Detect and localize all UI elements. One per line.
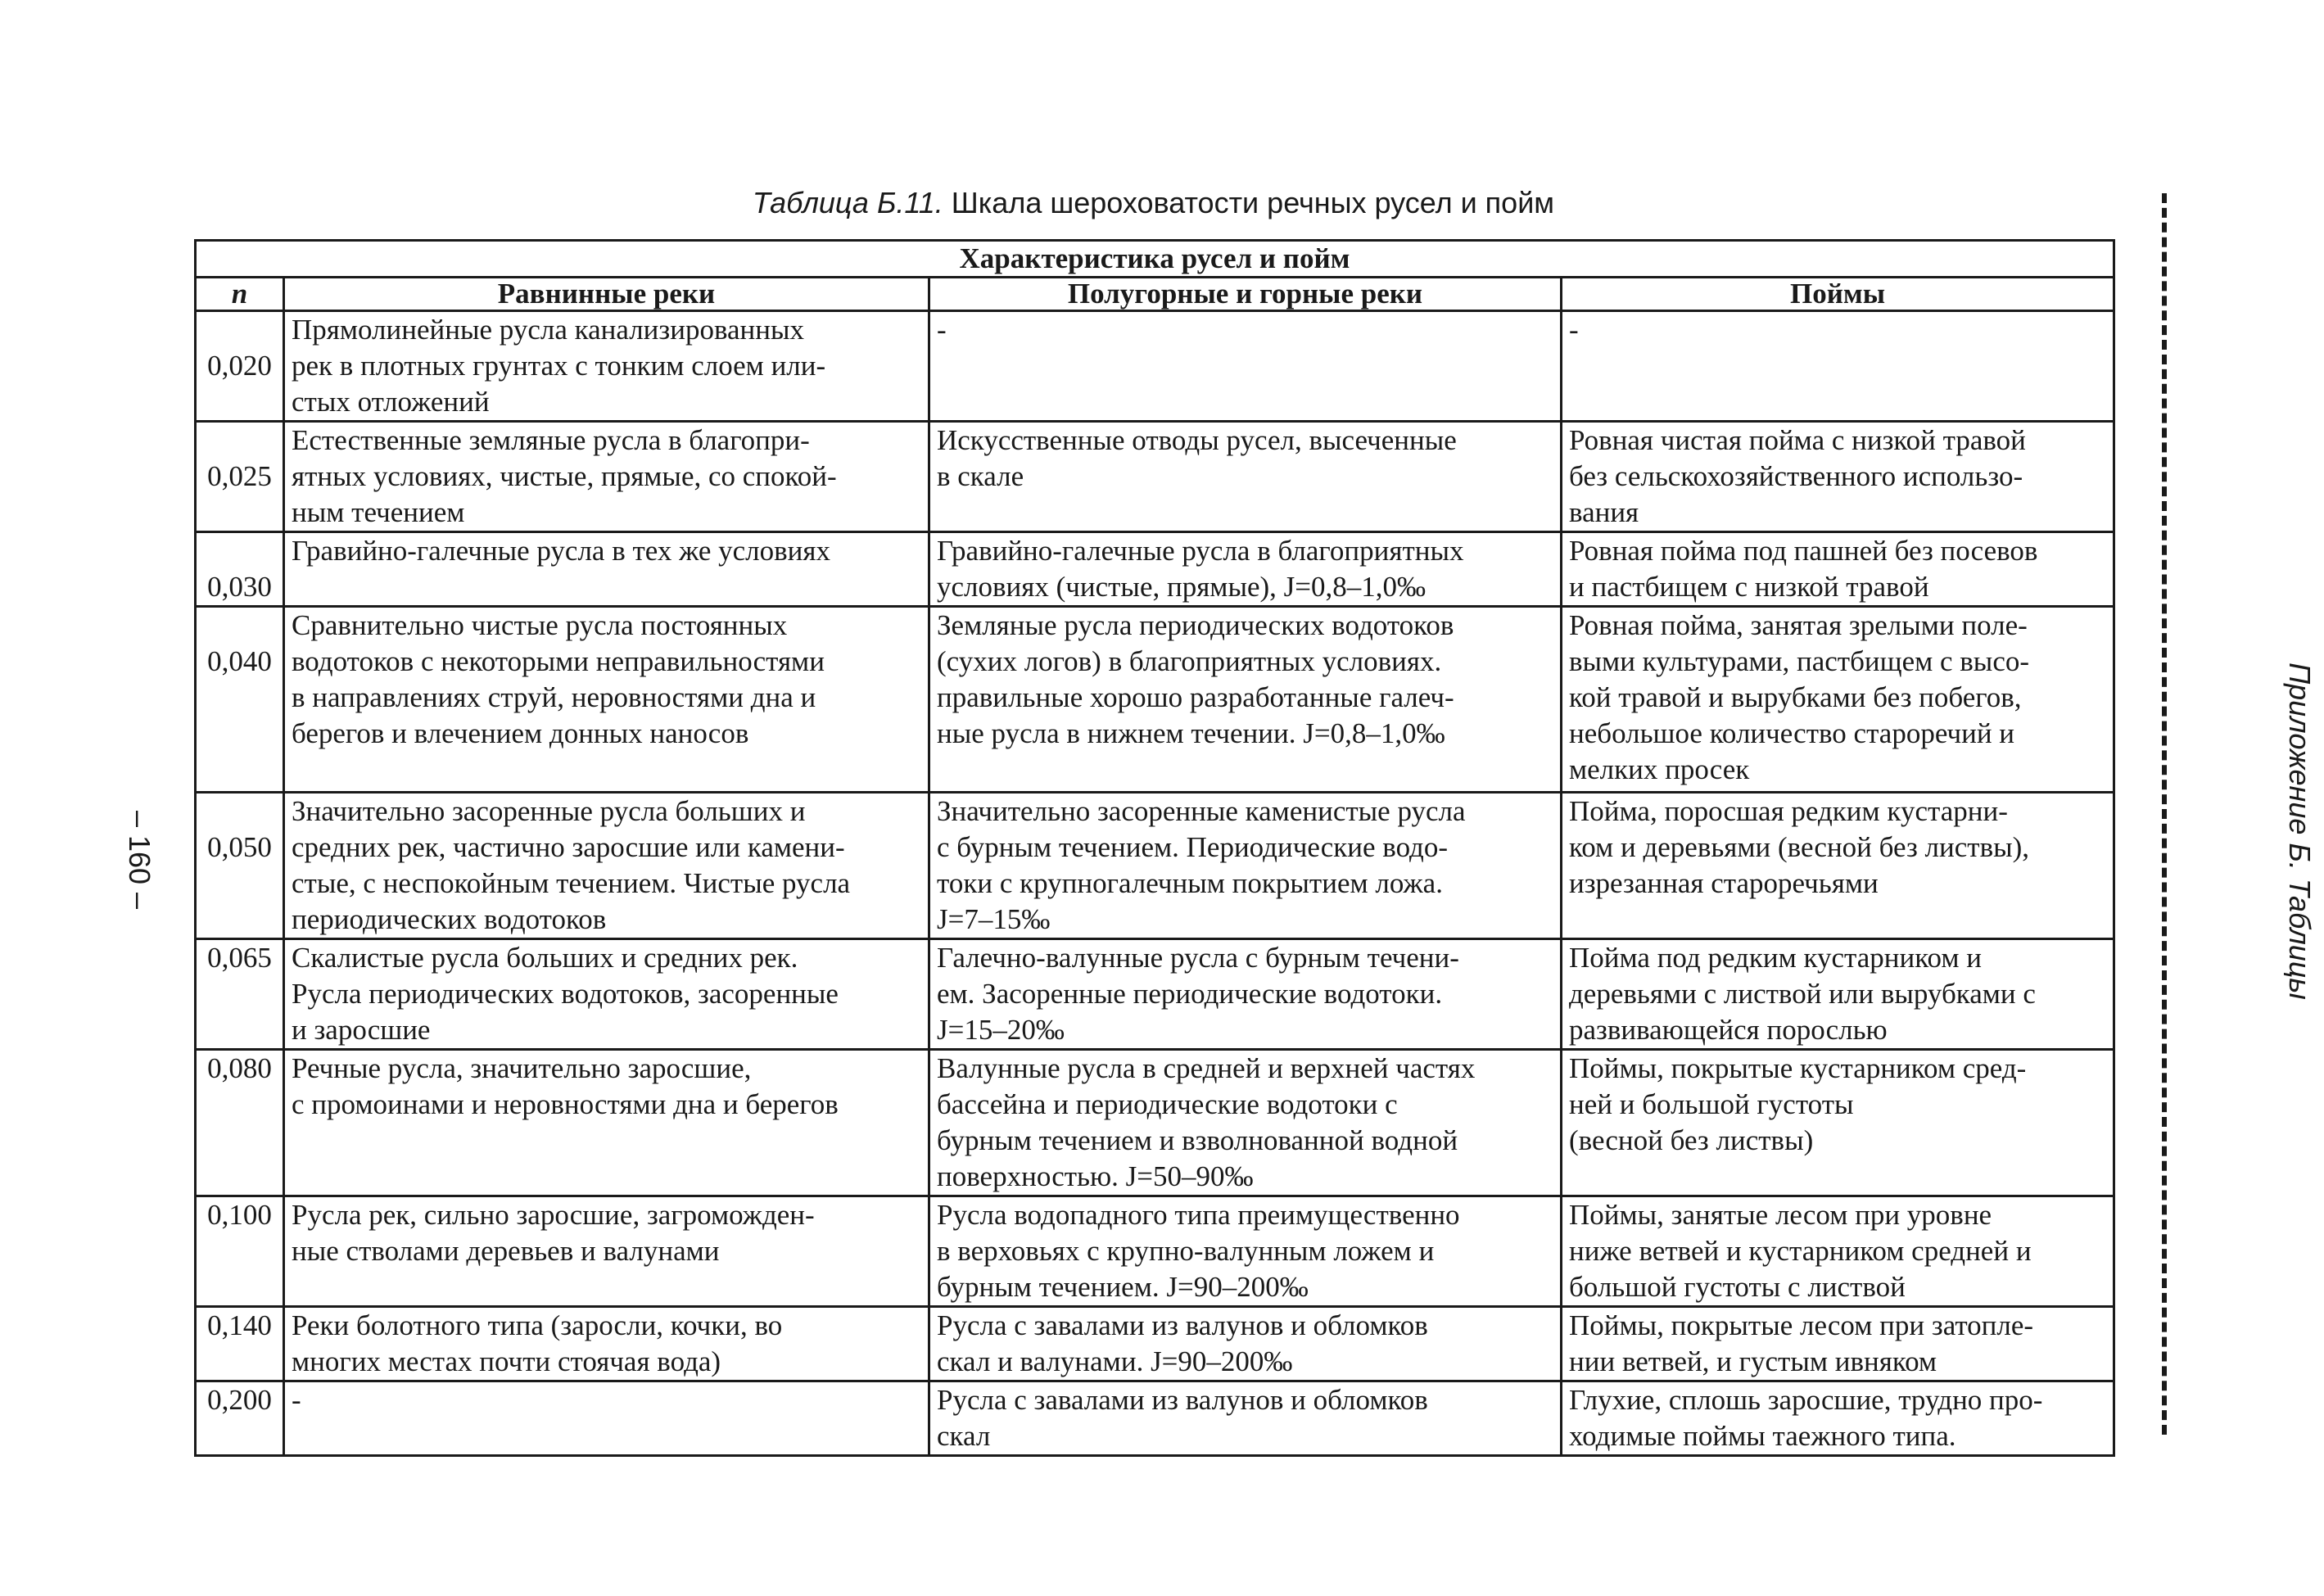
floodplain-cell — [1562, 1307, 2114, 1381]
plain-river-text: Речные русла, значительно заросшие, с промоинами и неровностями дна и берегов — [292, 1052, 839, 1120]
caption-title: Шкала шероховатости речных русел и пойм — [951, 186, 1555, 219]
floodplain-text: Поймы, покрытые кустарником сред- ней и большой густоты (весной без листвы) — [1569, 1052, 2027, 1156]
table-row — [196, 939, 2114, 1050]
table-row — [196, 1307, 2114, 1381]
plain-river-text: Скалистые русла больших и средних рек. Русла периодических водотоков, засоренные и заросшие — [292, 942, 839, 1046]
floodplain-text: - — [1569, 314, 1579, 346]
column-header-floodplains: Поймы — [1562, 278, 2114, 311]
n-value: 0,080 — [196, 1050, 284, 1196]
mountain-river-text: Валунные русла в средней и верхней частях бассейна и периодические водотоки с бурным течением и взволнованной водной поверхностью. J=50–90‰ — [937, 1052, 1476, 1192]
mountain-river-text: Русла с завалами из валунов и обломков скал и валунами. J=90–200‰ — [937, 1309, 1428, 1377]
floodplain-cell — [1562, 1196, 2114, 1307]
floodplain-text: Ровная чистая пойма с низкой травой без сельскохозяйственного использо- вания — [1569, 424, 2026, 528]
plain-river-text: Русла рек, сильно заросшие, загроможден- ные стволами деревьев и валунами — [292, 1199, 815, 1267]
plain-river-text: Значительно засоренные русла больших и средних рек, частично заросшие или камени- стые, с неспокойным течением. Чистые русла периодических водотоков — [292, 795, 851, 935]
mountain-river-text: Значительно засоренные каменистые русла с бурным течением. Периодические водо- токи с крупногалечным покрытием ложа. J=7–15‰ — [937, 795, 1466, 935]
floodplain-text: Ровная пойма, занятая зрелыми поле- выми культурами, пастбищем с высо- кой травой и вырубками без побегов, небольшое количество старoречий и мелких просек — [1569, 609, 2030, 785]
mountain-river-cell — [929, 1050, 1562, 1196]
mountain-river-text: Галечно-валунные русла с бурным течени- ем. Засоренные периодические водотоки. J=15–20‰ — [937, 942, 1459, 1046]
table-row — [196, 311, 2114, 422]
plain-river-text: Реки болотного типа (заросли, кочки, во многих местах почти стоячая вода) — [292, 1309, 783, 1377]
appendix-side-note: Приложение Б. Таблицы — [2283, 662, 2317, 1000]
mountain-river-cell — [929, 311, 1562, 422]
mountain-river-text: Русла с завалами из валунов и обломков скал — [937, 1384, 1428, 1452]
floodplain-cell — [1562, 311, 2114, 422]
floodplain-cell — [1562, 939, 2114, 1050]
floodplain-text: Поймы, покрытые лесом при затопле- нии ветвей, и густым ивняком — [1569, 1309, 2034, 1377]
plain-river-cell — [284, 422, 929, 532]
n-value: 0,100 — [196, 1196, 284, 1307]
mountain-river-text: Русла водопадного типа преимущественно в верховьях с крупно-валунным ложем и бурным течением. J=90–200‰ — [937, 1199, 1460, 1303]
n-value: 0,030 — [196, 532, 284, 607]
floodplain-text: Пойма под редким кустарником и деревьями с листвой или вырубками с развивающейся порослью — [1569, 942, 2036, 1046]
n-value: 0,200 — [196, 1381, 284, 1456]
plain-river-text: Гравийно-галечные русла в тех же условиях — [292, 535, 830, 567]
plain-river-text: Сравнительно чистые русла постоянных водотоков с некоторыми неправильностями в направлениях струй, неровностями дна и берегов и влечением донных наносов — [292, 609, 825, 749]
mountain-river-cell — [929, 939, 1562, 1050]
mountain-river-cell — [929, 1381, 1562, 1456]
table-row — [196, 1381, 2114, 1456]
table-row — [196, 793, 2114, 939]
mountain-river-text: - — [937, 314, 947, 346]
floodplain-cell — [1562, 532, 2114, 607]
roughness-table — [194, 239, 2115, 1457]
plain-river-cell — [284, 607, 929, 793]
n-value: 0,040 — [196, 607, 284, 793]
plain-river-text: Прямолинейные русла канализированных рек в плотных грунтах с тонким слоем или- стых отложений — [292, 314, 826, 418]
floodplain-cell — [1562, 793, 2114, 939]
table-row — [196, 607, 2114, 793]
column-header-mountain-rivers: Полугорные и горные реки — [929, 278, 1562, 311]
n-value: 0,020 — [196, 311, 284, 422]
plain-river-cell — [284, 1307, 929, 1381]
mountain-river-text: Земляные русла периодических водотоков (сухих логов) в благоприятных условиях. правильные хорошо разработанные галеч- ные русла в нижнем течении. J=0,8–1,0‰ — [937, 609, 1454, 749]
mountain-river-cell — [929, 607, 1562, 793]
group-header: Характеристика русел и пойм — [196, 241, 2114, 278]
table-row — [196, 1050, 2114, 1196]
table-row — [196, 422, 2114, 532]
plain-river-text: Естественные земляные русла в благопри- ятных условиях, чистые, прямые, со спокой- ным течением — [292, 424, 837, 528]
floodplain-text: Пойма, поросшая редким кустарни- ком и деревьями (весной без листвы), изрезанная старoречьями — [1569, 795, 2030, 899]
plain-river-text: - — [292, 1384, 301, 1416]
table-caption — [194, 183, 2113, 223]
page-number: – 160 – — [123, 810, 156, 910]
mountain-river-cell — [929, 422, 1562, 532]
table-row — [196, 532, 2114, 607]
floodplain-cell — [1562, 607, 2114, 793]
column-header-plain-rivers: Равнинные реки — [284, 278, 929, 311]
plain-river-cell — [284, 1050, 929, 1196]
mountain-river-cell — [929, 1196, 1562, 1307]
plain-river-cell — [284, 939, 929, 1050]
floodplain-cell — [1562, 422, 2114, 532]
caption-label: Таблица Б.11. — [752, 186, 943, 219]
mountain-river-text: Искусственные отводы русел, высеченные в скале — [937, 424, 1457, 492]
column-header-n: n — [196, 278, 284, 311]
mountain-river-cell — [929, 532, 1562, 607]
floodplain-text: Глухие, сплошь заросшие, трудно про- ходимые поймы таежного типа. — [1569, 1384, 2043, 1452]
n-value: 0,065 — [196, 939, 284, 1050]
floodplain-cell — [1562, 1050, 2114, 1196]
plain-river-cell — [284, 532, 929, 607]
floodplain-text: Поймы, занятые лесом при уровне ниже ветвей и кустарником средней и большой густоты с листвой — [1569, 1199, 2032, 1303]
n-value: 0,140 — [196, 1307, 284, 1381]
plain-river-cell — [284, 793, 929, 939]
floodplain-text: Ровная пойма под пашней без посевов и пастбищем с низкой травой — [1569, 535, 2038, 603]
table-row — [196, 1196, 2114, 1307]
mountain-river-cell — [929, 1307, 1562, 1381]
floodplain-cell — [1562, 1381, 2114, 1456]
cut-line — [2162, 193, 2167, 1435]
plain-river-cell — [284, 1381, 929, 1456]
plain-river-cell — [284, 1196, 929, 1307]
plain-river-cell — [284, 311, 929, 422]
n-value: 0,050 — [196, 793, 284, 939]
n-value: 0,025 — [196, 422, 284, 532]
mountain-river-text: Гравийно-галечные русла в благоприятных условиях (чистые, прямые), J=0,8–1,0‰ — [937, 535, 1464, 603]
mountain-river-cell — [929, 793, 1562, 939]
